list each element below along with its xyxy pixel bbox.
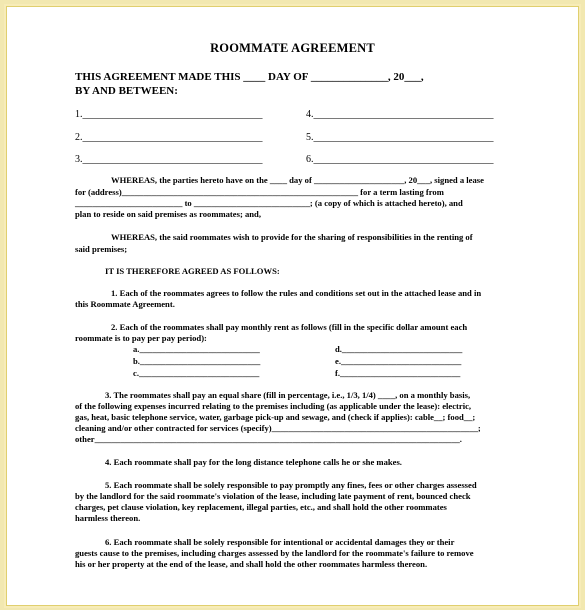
whereas-lease-line-3: _________________________ to ___________________________; (a copy of which is attached hereto), and (75, 198, 463, 208)
whereas-lease-line-4: plan to reside on said premises as roommates; and, (75, 209, 261, 219)
agreement-intro-line: THIS AGREEMENT MADE THIS ____ DAY OF ______________, 20___, (75, 71, 424, 83)
document-page (6, 6, 579, 606)
party-line-3[interactable]: 3.____________________________________ (75, 154, 263, 165)
clause-3-line-4: cleaning and/or other contracted for services (specify)________________________________________________; (75, 423, 481, 433)
party-line-1[interactable]: 1.____________________________________ (75, 109, 263, 120)
clause-1-line-2: this Roommate Agreement. (75, 299, 175, 309)
clause-5-line-2: by the landlord for the said roommate's violation of the lease, including late payment of rent, bounced check (75, 491, 471, 501)
clause-3-line-2: of the following expenses incurred relating to the premises including (as applicable under the lease): electric, (75, 401, 472, 411)
rent-line-f[interactable]: f.____________________________ (335, 368, 461, 378)
clause-4-line: 4. Each roommate shall pay for the long distance telephone calls he or she makes. (105, 457, 402, 467)
document-title: ROOMMATE AGREEMENT (210, 41, 375, 55)
rent-line-b[interactable]: b.____________________________ (133, 356, 261, 366)
party-line-4[interactable]: 4.____________________________________ (306, 109, 494, 120)
clause-2-line-2: roommate is to pay per pay period): (75, 333, 207, 343)
clause-6-line-1: 6. Each roommate shall be solely responsible for intentional or accidental damages they or their (105, 537, 455, 547)
agreed-heading: IT IS THEREFORE AGREED AS FOLLOWS: (105, 266, 280, 276)
clause-5-line-4: harmless thereon. (75, 513, 141, 523)
clause-5-line-1: 5. Each roommate shall be solely responsible to pay promptly any fines, fees or other charges assessed (105, 480, 477, 490)
rent-line-c[interactable]: c.____________________________ (133, 368, 260, 378)
clause-1-line-1: 1. Each of the roommates agrees to follow the rules and conditions set out in the attached lease and in (111, 288, 482, 298)
whereas-sharing-line-2: said premises; (75, 244, 128, 254)
clause-3-line-5: other_____________________________________________________________________________________. (75, 434, 462, 444)
whereas-sharing-line-1: WHEREAS, the said roommates wish to provide for the sharing of responsibilities in the renting of (111, 232, 473, 242)
clause-2-line-1: 2. Each of the roommates shall pay monthly rent as follows (fill in the specific dollar amount each (111, 322, 468, 332)
rent-line-e[interactable]: e.____________________________ (335, 356, 462, 366)
clause-3-line-1: 3. The roommates shall pay an equal share (fill in percentage, i.e., 1/3, 1/4) ____, on a monthly basis, (105, 390, 471, 400)
whereas-lease-line-2: for (address)_______________________________________________________ for a term lasting from (75, 187, 444, 197)
rent-line-d[interactable]: d.____________________________ (335, 344, 463, 354)
clause-6-line-3: his or her property at the end of the lease, and shall hold the other roommates harmless thereon. (75, 559, 428, 569)
clause-5-line-3: charges, pet clause violation, key replacement, illegal parties, etc., and shall hold the other roommates (75, 502, 447, 512)
rent-line-a[interactable]: a.____________________________ (133, 344, 260, 354)
whereas-lease-line-1: WHEREAS, the parties hereto have on the ____ day of _____________________, 20___, signed a lease (111, 175, 484, 185)
clause-3-line-3: gas, heat, basic telephone service, water, garbage pick-up and sewage, and (check if applies): cable__; food__; (75, 412, 476, 422)
by-and-between-line: BY AND BETWEEN: (75, 85, 178, 97)
clause-6-line-2: guests cause to the premises, including charges assessed by the landlord for the roommate's failure to remove (75, 548, 474, 558)
party-line-5[interactable]: 5.____________________________________ (306, 132, 494, 143)
party-line-2[interactable]: 2.____________________________________ (75, 132, 263, 143)
party-line-6[interactable]: 6.____________________________________ (306, 154, 494, 165)
